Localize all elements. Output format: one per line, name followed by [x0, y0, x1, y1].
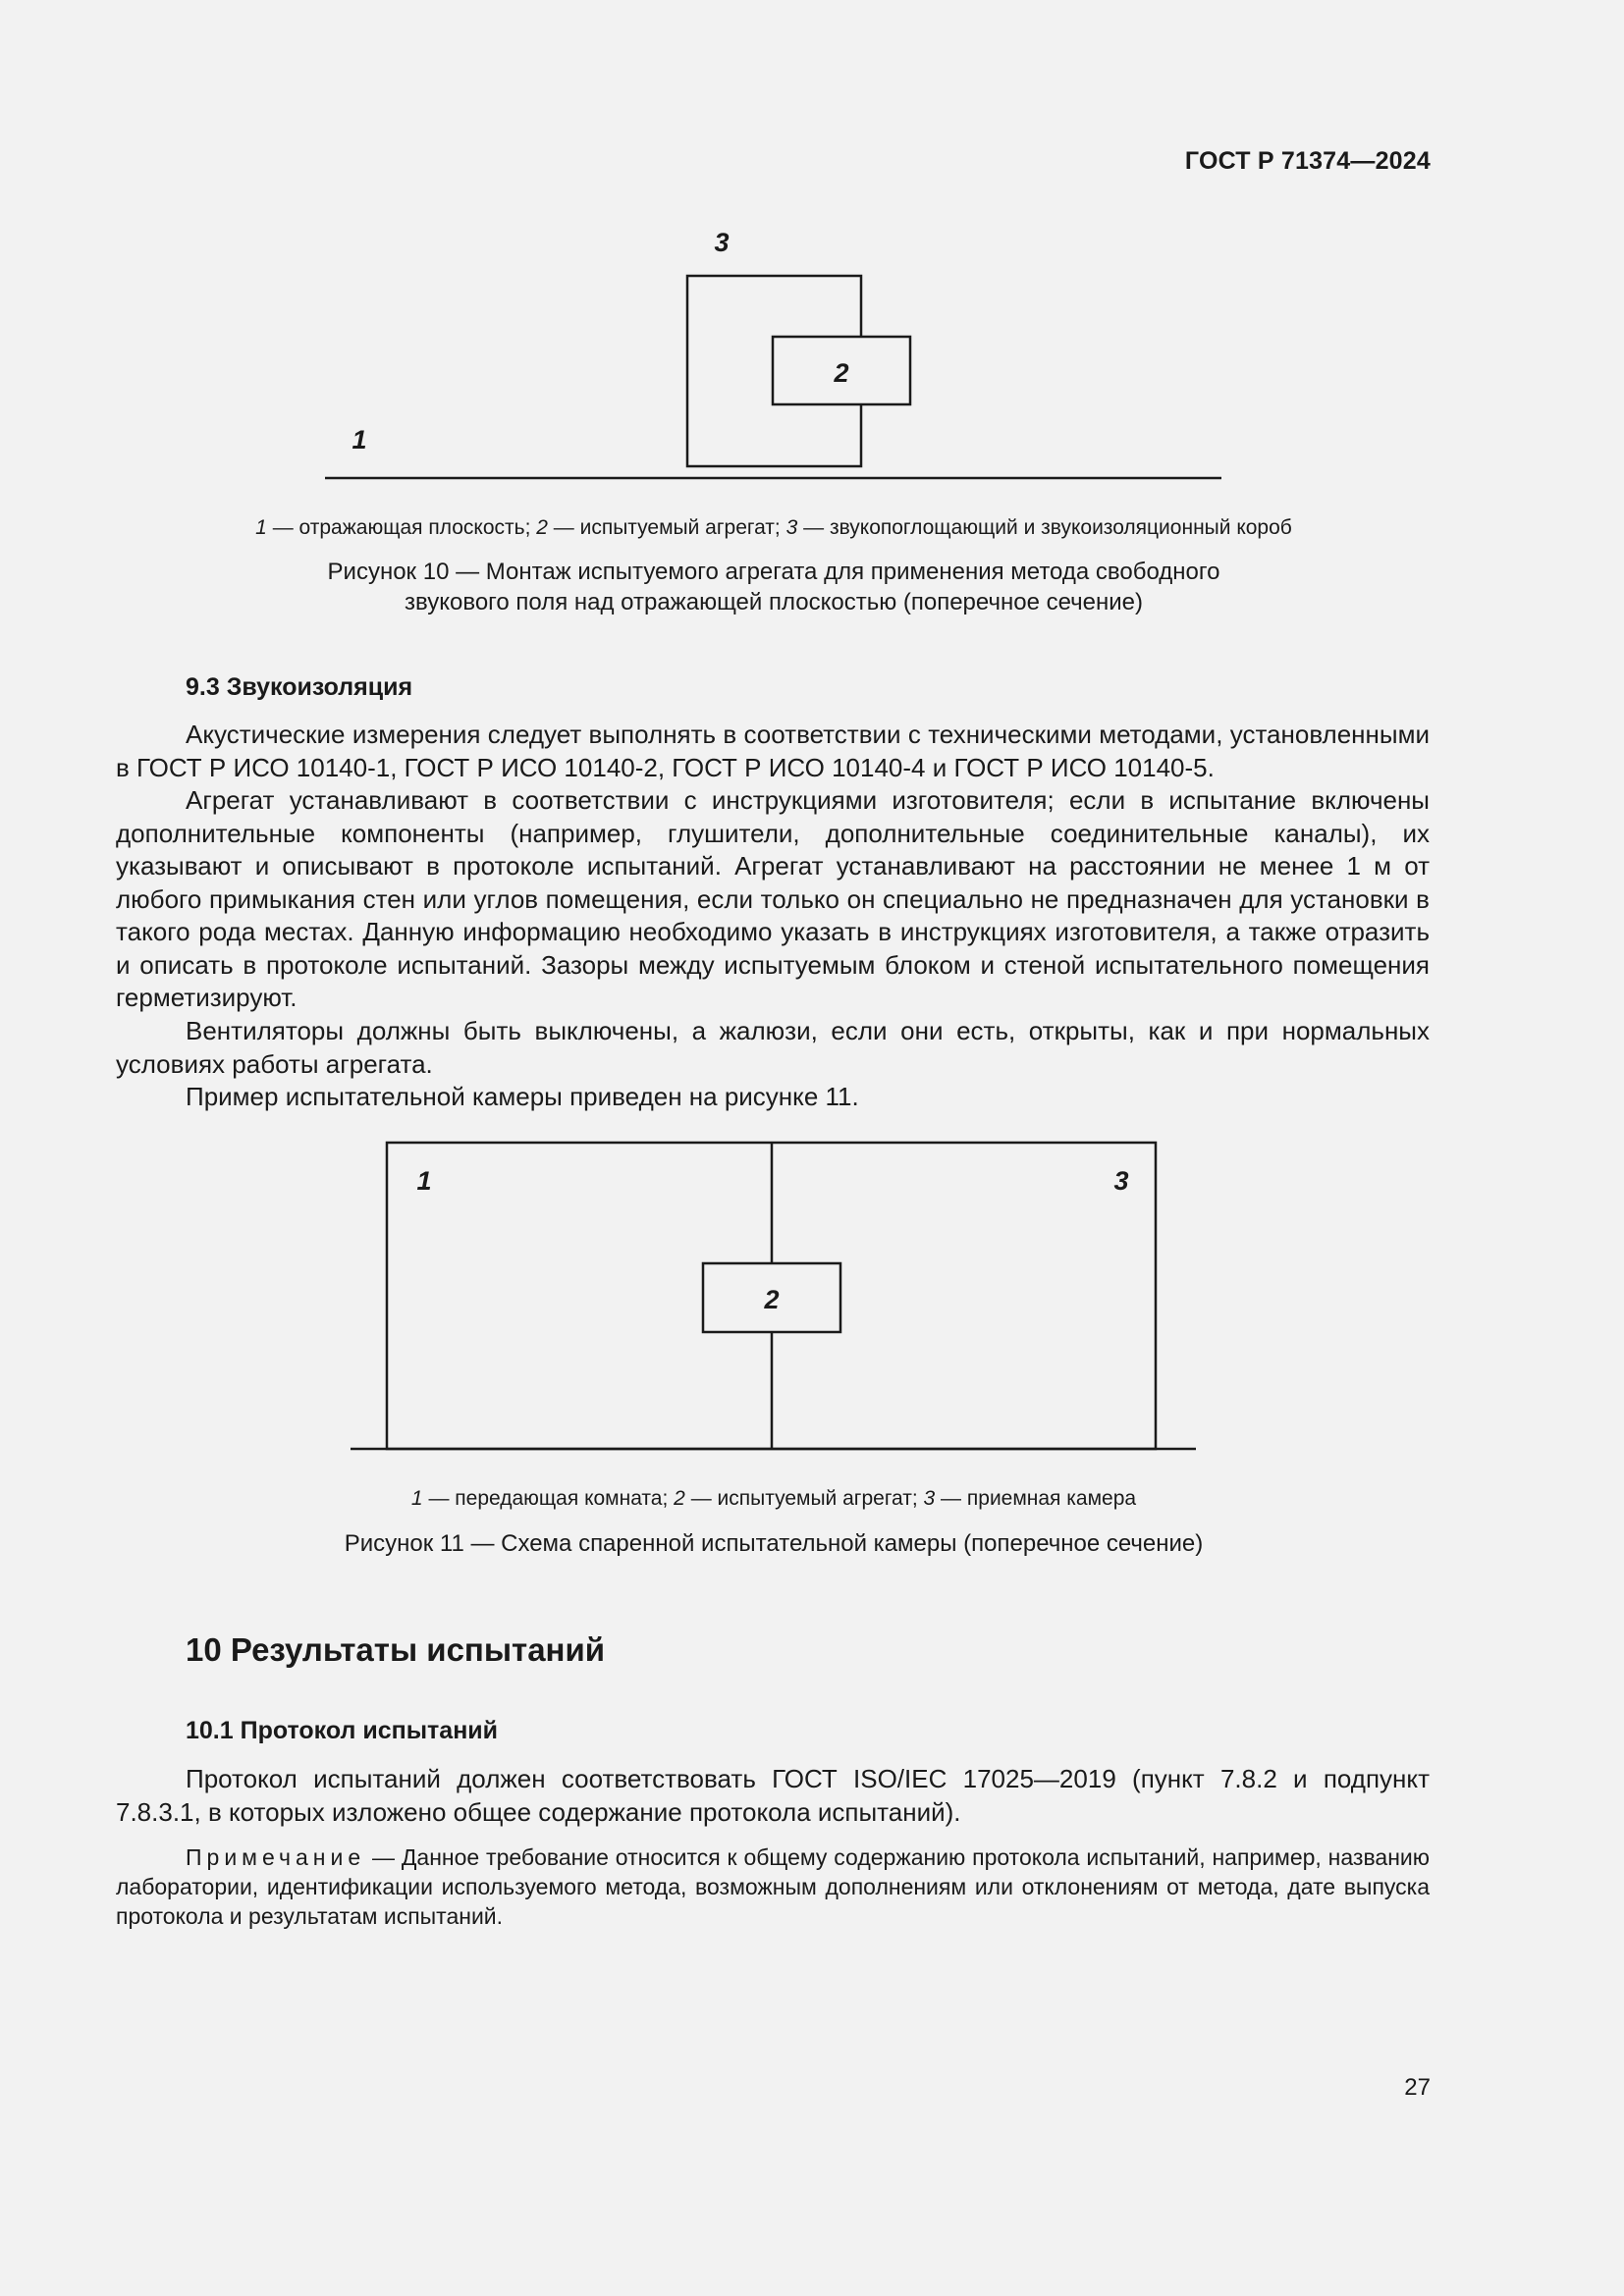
section-10-heading: 10 Результаты испытаний: [186, 1631, 606, 1668]
note: [116, 1842, 1430, 1931]
paragraph: Агрегат устанавливают в соответствии с инструкциями изготовителя; если в испытание включены дополнительные компоненты (например, глушители, дополнительные соединительные каналы), их указывают и описывают в протоколе испытаний. Агрегат устанавливают на расстоянии не менее 1 м от любого примыкания стен или углов помещения, если только он специально не предназначен для установки в такого рода местах. Данную информацию необходимо указать в инструкциях изготовителя, а также отразить и описать в протоколе испытаний. Зазоры между испытуемым блоком и стеной испытательного помещения герметизируют.: [116, 785, 1430, 1012]
figure-11-label-2: 2: [764, 1285, 780, 1314]
figure-11-label-3: 3: [1113, 1166, 1129, 1196]
figure-10-caption: Рисунок 10 — Монтаж испытуемого агрегата для применения метода свободного звукового поля над отражающей плоскостью (поперечное сечение): [327, 559, 1220, 615]
note-text: — Данное требование относится к общему содержанию протокола испытаний, например, названию лаборатории, идентификации используемого метода, возможным дополнениям или отклонениям от метода, дате выпуска протокола и результатам испытаний.: [116, 1844, 1430, 1929]
paragraph: Вентиляторы должны быть выключены, а жалюзи, если они есть, открыты, как и при нормальных условиях работы агрегата.: [116, 1016, 1430, 1079]
figure-10-label-2: 2: [834, 358, 849, 388]
figure-11-label-1: 1: [416, 1166, 432, 1196]
paragraph: Пример испытательной камеры приведен на рисунке 11.: [186, 1082, 859, 1111]
paragraph: Акустические измерения следует выполнять в соответствии с техническими методами, установленными в ГОСТ Р ИСО 10140-1, ГОСТ Р ИСО 10140-2, ГОСТ Р ИСО 10140-4 и ГОСТ Р ИСО 10140-5.: [116, 720, 1430, 782]
section-9-3-heading: 9.3 Звукоизоляция: [186, 673, 413, 701]
document-code: ГОСТ Р 71374—2024: [1184, 147, 1431, 175]
figure-10-label-3: 3: [714, 228, 730, 257]
figure-10-label-1: 1: [352, 425, 367, 454]
figure-11-legend: 1 — передающая комната; 2 — испытуемый агрегат; 3 — приемная камера: [410, 1487, 1137, 1510]
paragraph: Протокол испытаний должен соответствовать ГОСТ ISO/IEC 17025—2019 (пункт 7.8.2 и подпункт 7.8.3.1, в которых изложено общее содержание протокола испытаний).: [116, 1764, 1430, 1827]
figure-11-caption: Рисунок 11 — Схема спаренной испытательной камеры (поперечное сечение): [344, 1530, 1204, 1557]
note-label: Примечание: [186, 1844, 366, 1870]
figure-10-legend: 1 — отражающая плоскость; 2 — испытуемый агрегат; 3 — звукопоглощающий и звукоизоляционный короб: [255, 516, 1292, 539]
page-number: 27: [1404, 2074, 1431, 2101]
section-10-1-heading: 10.1 Протокол испытаний: [186, 1717, 499, 1744]
